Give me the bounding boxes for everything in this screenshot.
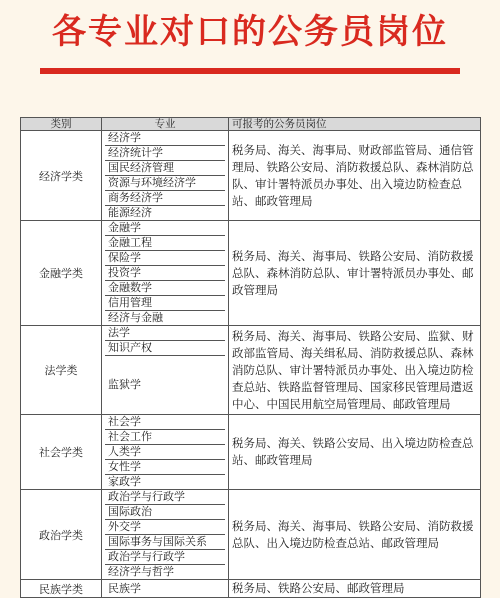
major-item: 能源经济 [108, 206, 152, 219]
major-item: 国际政治 [105, 505, 225, 520]
majors-cell [102, 415, 229, 490]
major-item: 商务经济学 [105, 191, 225, 206]
jobs-cell: 税务局、海关、海事局、铁路公安局、监狱、财政部监管局、海关缉私局、消防救援总队、森林消防总队、审计署特派员办事处、出入境边防检查总站、铁路监督管理局、国家移民管理局遣返中心、中国民用航空局管理局、邮政管理局 [229, 326, 481, 415]
major-item: 国际事务与国际关系 [105, 535, 225, 550]
major-item: 经济学与哲学 [108, 565, 174, 578]
major-item: 金融数学 [105, 281, 225, 296]
category-cell: 经济学类 [21, 131, 102, 221]
major-item: 金融工程 [105, 236, 225, 251]
major-item: 家政学 [108, 475, 141, 488]
table-row [21, 490, 481, 580]
table-header-row [21, 118, 481, 131]
major-item: 经济学 [105, 131, 225, 146]
major-item: 法学 [105, 326, 225, 341]
major-item: 女性学 [105, 460, 225, 475]
majors-cell [102, 326, 229, 415]
jobs-cell: 税务局、海关、海事局、铁路公安局、消防救援总队、森林消防总队、审计署特派员办事处、邮政管理局 [229, 221, 481, 326]
category-cell: 政治学类 [21, 490, 102, 580]
table-row [21, 415, 481, 490]
job-table [20, 117, 481, 598]
header-major: 专业 [102, 118, 229, 131]
page-title: 各专业对口的公务员岗位 [52, 12, 448, 52]
major-item: 人类学 [105, 445, 225, 460]
major-item: 民族学 [108, 581, 141, 595]
category-cell: 法学类 [21, 326, 102, 415]
major-item: 政治学与行政学 [105, 550, 225, 565]
major-item: 信用管理 [105, 296, 225, 311]
major-item: 国民经济管理 [105, 161, 225, 176]
major-item: 外交学 [105, 520, 225, 535]
major-item: 社会学 [105, 415, 225, 430]
category-cell: 金融学类 [21, 221, 102, 326]
jobs-cell: 税务局、海关、海事局、铁路公安局、消防救援总队、出入境边防检查总站、邮政管理局 [229, 490, 481, 580]
jobs-cell: 税务局、海关、铁路公安局、出入境边防检查总站、邮政管理局 [229, 415, 481, 490]
major-item: 经济与金融 [108, 311, 163, 324]
category-cell: 社会学类 [21, 415, 102, 490]
major-item: 保险学 [105, 251, 225, 266]
table-row [21, 326, 481, 415]
majors-cell [102, 490, 229, 580]
major-item: 知识产权 [105, 341, 225, 356]
majors-cell [102, 221, 229, 326]
major-item: 社会工作 [105, 430, 225, 445]
jobs-cell: 税务局、铁路公安局、邮政管理局 [229, 580, 481, 598]
table-row [21, 221, 481, 326]
majors-cell [102, 131, 229, 221]
jobs-cell: 税务局、海关、海事局、财政部监管局、通信管理局、铁路公安局、消防救援总队、森林消防总队、审计署特派员办事处、出入境边防检查总站、邮政管理局 [229, 131, 481, 221]
title-underline [40, 68, 460, 74]
major-item: 投资学 [105, 266, 225, 281]
major-item: 金融学 [105, 221, 225, 236]
major-item: 经济统计学 [105, 146, 225, 161]
header-jobs: 可报考的公务员岗位 [229, 118, 481, 131]
category-cell: 民族学类 [21, 580, 102, 598]
table-row [21, 580, 481, 598]
header-category: 类别 [21, 118, 102, 131]
major-item: 监狱学 [108, 378, 141, 391]
majors-cell [102, 580, 229, 598]
major-item: 政治学与行政学 [105, 490, 225, 505]
major-item: 资源与环境经济学 [105, 176, 225, 191]
table-row [21, 131, 481, 221]
